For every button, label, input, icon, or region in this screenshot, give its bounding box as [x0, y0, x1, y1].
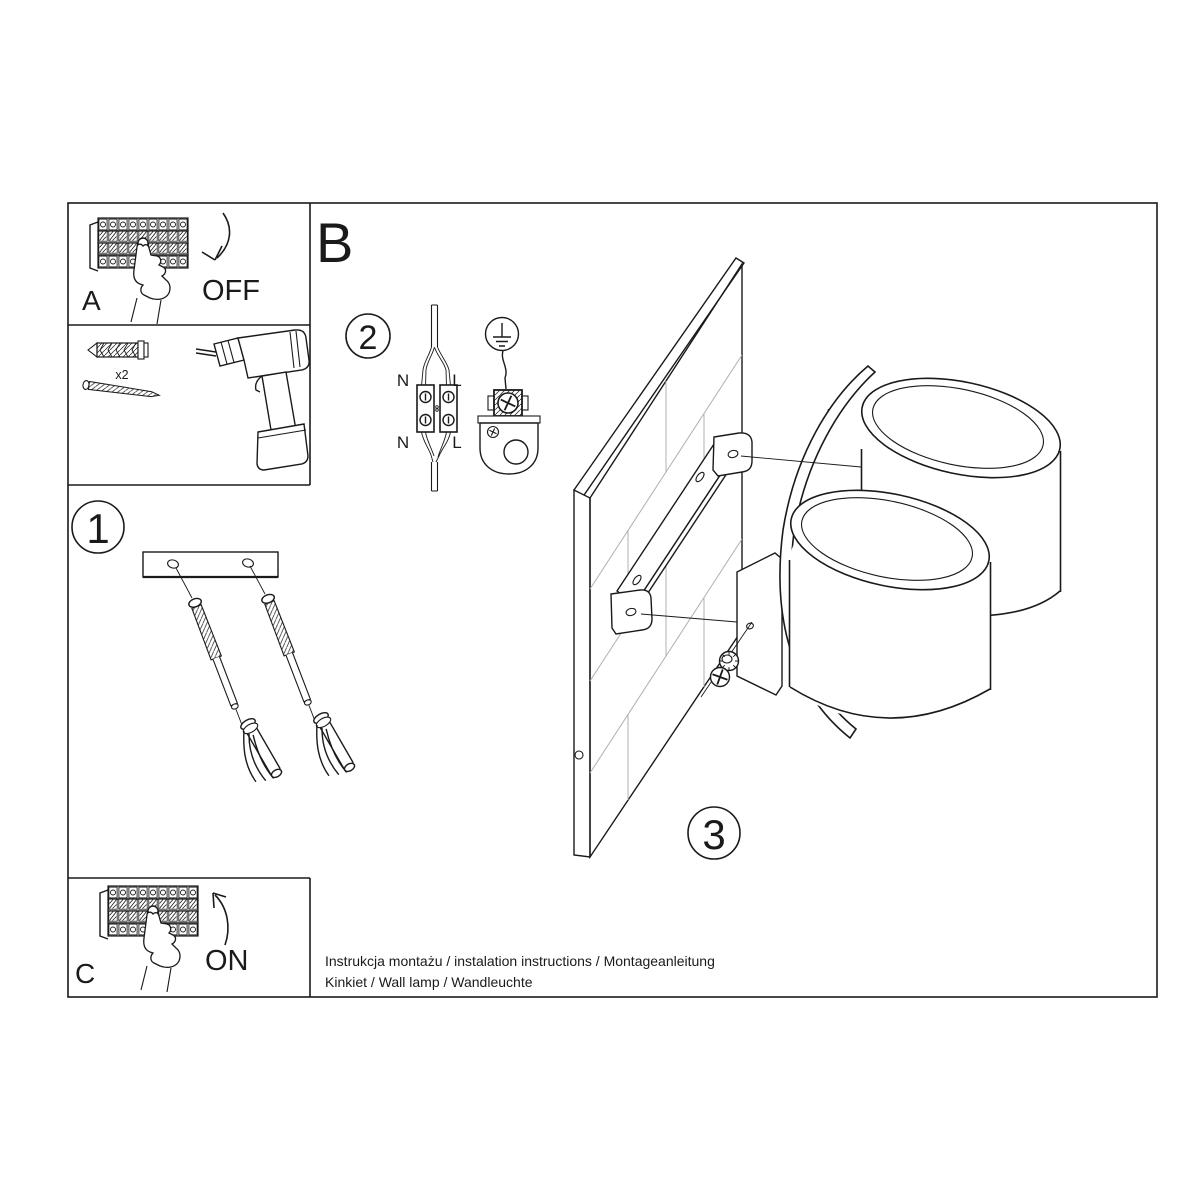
quantity-label: x2 [115, 368, 129, 382]
mounting-screw-icon [710, 667, 731, 688]
label-a: A [82, 285, 101, 316]
screw-right-icon [261, 593, 322, 726]
terminal-l-top: L [452, 371, 462, 390]
footer-text-line1: Instrukcja montażu / instalation instructions / Montageanleitung [325, 953, 715, 969]
mounting-bracket [611, 433, 752, 634]
arrow-down-icon [202, 213, 230, 260]
terminal-l-bottom: L [452, 433, 462, 452]
screw-left-icon [188, 597, 249, 730]
step1-number: 1 [86, 505, 110, 552]
ground-terminal [478, 351, 540, 474]
drill-icon [196, 330, 309, 470]
tools-box [82, 330, 309, 470]
step2-number: 2 [358, 319, 378, 357]
arrow-up-icon [213, 893, 228, 945]
step3-number: 3 [702, 811, 726, 858]
footer-text-line2: Kinkiet / Wall lamp / Wandleuchte [325, 974, 533, 990]
section-a-box [82, 213, 260, 324]
state-off-label: OFF [202, 275, 260, 307]
footer-caption [325, 953, 715, 990]
anchor-left-icon [227, 717, 285, 788]
label-b: B [316, 211, 354, 274]
tile-grid [590, 355, 742, 800]
terminal-block [417, 305, 457, 491]
anchor-right-icon [300, 711, 358, 782]
step1-group [72, 501, 358, 788]
step2-group [346, 305, 540, 491]
panel-screw-dot [575, 751, 583, 759]
lamp-housing-box [737, 553, 782, 695]
label-c: C [75, 958, 96, 989]
terminal-n-top: N [396, 371, 410, 390]
screw-icon [82, 380, 160, 400]
mounting-strip [143, 552, 278, 577]
state-on-label: ON [205, 945, 249, 977]
terminal-n-bottom: N [396, 433, 410, 452]
step3-group [574, 258, 1069, 859]
section-c-box [75, 886, 249, 992]
wall-plug-icon [88, 341, 148, 359]
ground-symbol-icon [486, 318, 519, 351]
